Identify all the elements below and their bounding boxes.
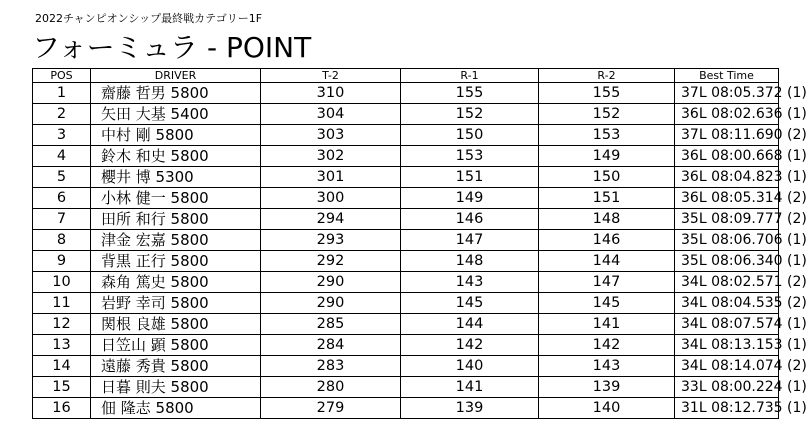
best-time-cell: 35L 08:06.340 (1): [675, 251, 779, 272]
column-header-r2: R-2: [539, 69, 675, 83]
r2-cell: 144: [539, 251, 675, 272]
table-row: [33, 356, 779, 377]
best-time-cell: 36L 08:00.668 (1): [675, 146, 779, 167]
driver-cell: 佃 隆志 5800: [91, 398, 261, 419]
r1-cell: 141: [401, 377, 539, 398]
pos-cell: 1: [33, 83, 91, 104]
r2-cell: 142: [539, 335, 675, 356]
pos-cell: 16: [33, 398, 91, 419]
column-header-driver: DRIVER: [91, 69, 261, 83]
table-row: [33, 398, 779, 419]
driver-cell: 日暮 則夫 5800: [91, 377, 261, 398]
pos-cell: 12: [33, 314, 91, 335]
r2-cell: 152: [539, 104, 675, 125]
r1-cell: 153: [401, 146, 539, 167]
r1-cell: 150: [401, 125, 539, 146]
driver-cell: 中村 剛 5800: [91, 125, 261, 146]
t2-cell: 310: [261, 83, 401, 104]
t2-cell: 283: [261, 356, 401, 377]
pos-cell: 11: [33, 293, 91, 314]
table-row: [33, 125, 779, 146]
table-row: [33, 293, 779, 314]
t2-cell: 294: [261, 209, 401, 230]
driver-cell: 遠藤 秀貴 5800: [91, 356, 261, 377]
best-time-cell: 37L 08:11.690 (2): [675, 125, 779, 146]
r1-cell: 152: [401, 104, 539, 125]
t2-cell: 292: [261, 251, 401, 272]
r1-cell: 145: [401, 293, 539, 314]
column-header-pos: POS: [33, 69, 91, 83]
r1-cell: 147: [401, 230, 539, 251]
driver-cell: 背黒 正行 5800: [91, 251, 261, 272]
column-header-r1: R-1: [401, 69, 539, 83]
page-title: フォーミュラ - POINT: [32, 31, 312, 64]
r2-cell: 155: [539, 83, 675, 104]
r2-cell: 146: [539, 230, 675, 251]
best-time-cell: 31L 08:12.735 (1): [675, 398, 779, 419]
pos-cell: 10: [33, 272, 91, 293]
r1-cell: 140: [401, 356, 539, 377]
driver-cell: 鈴木 和史 5800: [91, 146, 261, 167]
t2-cell: 280: [261, 377, 401, 398]
driver-cell: 関根 良雄 5800: [91, 314, 261, 335]
pos-cell: 13: [33, 335, 91, 356]
r2-cell: 140: [539, 398, 675, 419]
best-time-cell: 34L 08:13.153 (1): [675, 335, 779, 356]
pos-cell: 9: [33, 251, 91, 272]
event-subtitle: 2022チャンピオンシップ最終戦カテゴリー1F: [35, 12, 263, 25]
pos-cell: 3: [33, 125, 91, 146]
pos-cell: 5: [33, 167, 91, 188]
t2-cell: 290: [261, 293, 401, 314]
pos-cell: 2: [33, 104, 91, 125]
best-time-cell: 34L 08:14.074 (2): [675, 356, 779, 377]
r1-cell: 146: [401, 209, 539, 230]
best-time-cell: 35L 08:06.706 (1): [675, 230, 779, 251]
pos-cell: 6: [33, 188, 91, 209]
r1-cell: 142: [401, 335, 539, 356]
r2-cell: 147: [539, 272, 675, 293]
pos-cell: 4: [33, 146, 91, 167]
best-time-cell: 35L 08:09.777 (2): [675, 209, 779, 230]
r2-cell: 151: [539, 188, 675, 209]
t2-cell: 301: [261, 167, 401, 188]
r2-cell: 143: [539, 356, 675, 377]
t2-cell: 303: [261, 125, 401, 146]
best-time-cell: 37L 08:05.372 (1): [675, 83, 779, 104]
pos-cell: 15: [33, 377, 91, 398]
t2-cell: 302: [261, 146, 401, 167]
r2-cell: 153: [539, 125, 675, 146]
r2-cell: 149: [539, 146, 675, 167]
r2-cell: 141: [539, 314, 675, 335]
driver-cell: 田所 和行 5800: [91, 209, 261, 230]
t2-cell: 293: [261, 230, 401, 251]
r2-cell: 139: [539, 377, 675, 398]
table-row: [33, 167, 779, 188]
driver-cell: 小林 健一 5800: [91, 188, 261, 209]
driver-cell: 津金 宏嘉 5800: [91, 230, 261, 251]
driver-cell: 日笠山 顕 5800: [91, 335, 261, 356]
pos-cell: 8: [33, 230, 91, 251]
table-row: [33, 104, 779, 125]
table-row: [33, 377, 779, 398]
r1-cell: 149: [401, 188, 539, 209]
t2-cell: 304: [261, 104, 401, 125]
t2-cell: 285: [261, 314, 401, 335]
r1-cell: 148: [401, 251, 539, 272]
best-time-cell: 34L 08:07.574 (1): [675, 314, 779, 335]
r2-cell: 150: [539, 167, 675, 188]
pos-cell: 7: [33, 209, 91, 230]
results-table: [32, 68, 807, 419]
driver-cell: 櫻井 博 5300: [91, 167, 261, 188]
table-row: [33, 83, 779, 104]
table-row: [33, 272, 779, 293]
r1-cell: 143: [401, 272, 539, 293]
driver-cell: 森角 篤史 5800: [91, 272, 261, 293]
best-time-cell: 33L 08:00.224 (1): [675, 377, 779, 398]
table-row: [33, 188, 779, 209]
table-row: [33, 251, 779, 272]
t2-cell: 284: [261, 335, 401, 356]
table-row: [33, 230, 779, 251]
driver-cell: 齋藤 哲男 5800: [91, 83, 261, 104]
best-time-cell: 34L 08:04.535 (2): [675, 293, 779, 314]
best-time-cell: 36L 08:05.314 (2): [675, 188, 779, 209]
r1-cell: 151: [401, 167, 539, 188]
pos-cell: 14: [33, 356, 91, 377]
table-row: [33, 209, 779, 230]
r1-cell: 139: [401, 398, 539, 419]
driver-cell: 岩野 幸司 5800: [91, 293, 261, 314]
best-time-cell: 36L 08:04.823 (1): [675, 167, 779, 188]
t2-cell: 279: [261, 398, 401, 419]
t2-cell: 300: [261, 188, 401, 209]
r2-cell: 145: [539, 293, 675, 314]
table-row: [33, 314, 779, 335]
table-row: [33, 335, 779, 356]
driver-cell: 矢田 大基 5400: [91, 104, 261, 125]
best-time-cell: 36L 08:02.636 (1): [675, 104, 779, 125]
r2-cell: 148: [539, 209, 675, 230]
column-header-best-time: Best Time: [675, 69, 779, 83]
table-header-row: [33, 69, 779, 83]
best-time-cell: 34L 08:02.571 (2): [675, 272, 779, 293]
column-header-t2: T-2: [261, 69, 401, 83]
r1-cell: 155: [401, 83, 539, 104]
table-row: [33, 146, 779, 167]
t2-cell: 290: [261, 272, 401, 293]
r1-cell: 144: [401, 314, 539, 335]
